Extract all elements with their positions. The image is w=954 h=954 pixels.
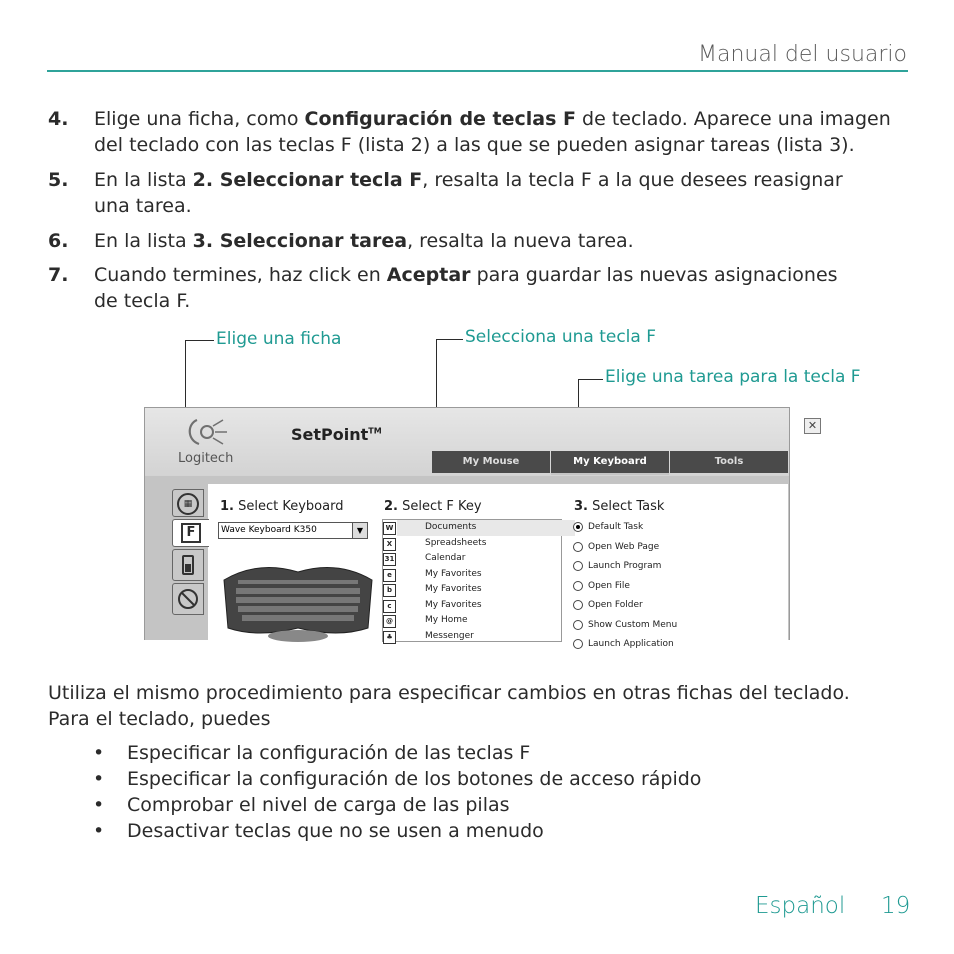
step-text-bold: 2. Seleccionar tecla F [192, 169, 423, 191]
fkey-list[interactable] [382, 519, 562, 642]
task-list [573, 520, 783, 657]
step-text [94, 106, 891, 132]
step-text-part: de teclado. Aparece una imagen [576, 108, 891, 130]
task-option[interactable] [573, 540, 783, 560]
bullet-dot: • [93, 768, 105, 790]
keyboard-select-value: Wave Keyboard K350 [221, 525, 317, 535]
footer-language: Español [755, 893, 846, 919]
fkey-list-item[interactable] [387, 567, 575, 583]
step-text-part: Cuando termines, haz click en [94, 264, 387, 286]
header-rule [47, 70, 908, 72]
setpoint-title-text: SetPoint [291, 425, 369, 444]
fkey-list-item[interactable] [386, 613, 575, 629]
callout-tab-line [185, 340, 214, 341]
step-text [94, 228, 634, 254]
step-text [94, 262, 838, 288]
step-text-bold: 3. Seleccionar tarea [192, 230, 408, 252]
fkey-app-icon: c [383, 600, 396, 613]
section1-heading [220, 499, 343, 514]
step-number: 7. [48, 264, 69, 286]
fkey-list-item[interactable] [387, 598, 575, 614]
radio-button[interactable] [573, 639, 583, 649]
side-tab-disable[interactable] [172, 583, 204, 615]
disable-icon [178, 589, 198, 609]
section3-num: 3. [574, 499, 588, 514]
callout-fkey-line [436, 339, 463, 340]
fkey-app-icon: b [383, 584, 396, 597]
fkey-list-label: My Favorites [425, 568, 482, 579]
page-number: 19 [881, 893, 911, 919]
fkey-list-item[interactable] [384, 551, 575, 567]
task-option[interactable] [573, 637, 783, 657]
task-option[interactable] [573, 579, 783, 599]
page-header: Manual del usuario [698, 42, 907, 67]
close-icon[interactable]: ✕ [804, 418, 821, 434]
fkey-app-icon: @ [383, 615, 396, 628]
section3-heading [574, 499, 664, 514]
radio-button[interactable] [573, 600, 583, 610]
side-tab-battery[interactable] [172, 549, 204, 581]
fkey-app-icon: e [383, 569, 396, 582]
step-text-part: En la lista [94, 169, 193, 191]
side-tab-keyboard[interactable] [172, 489, 204, 517]
radio-button[interactable] [573, 561, 583, 571]
task-label: Show Custom Menu [588, 619, 678, 630]
radio-selected-dot [576, 525, 580, 529]
step-text-part: Elige una ficha, como [94, 108, 305, 130]
tab-my-keyboard[interactable]: My Keyboard [551, 451, 669, 475]
fkey-list-item[interactable] [386, 536, 575, 552]
task-option[interactable] [573, 618, 783, 638]
fkey-list-label: Calendar [425, 553, 466, 563]
keyboard-select[interactable] [218, 522, 368, 539]
section2-heading [384, 499, 482, 514]
fkey-list-label: My Favorites [425, 584, 482, 594]
keyboard-icon: ▦ [177, 493, 199, 515]
fkey-list-label: My Favorites [425, 599, 482, 610]
step-number: 5. [48, 169, 69, 191]
chevron-down-icon[interactable]: ▼ [352, 523, 367, 538]
fkey-list-label: Documents [425, 522, 477, 532]
logitech-brand: Logitech [178, 451, 234, 466]
paragraph-line2: Para el teclado, puedes [48, 708, 271, 730]
callout-tab: Elige una ficha [216, 329, 342, 349]
task-option[interactable] [573, 559, 783, 579]
task-option[interactable] [573, 520, 783, 540]
bullet-dot: • [93, 820, 105, 842]
fkey-app-icon: 31 [383, 553, 396, 566]
bullet-dot: • [93, 742, 105, 764]
step-number: 6. [48, 230, 69, 252]
section2-label: Select F Key [402, 499, 482, 514]
fkey-list-item[interactable] [386, 582, 575, 598]
bullet-text: Desactivar teclas que no se usen a menudo [127, 820, 544, 842]
logitech-logo-icon [183, 416, 231, 450]
section1-label: Select Keyboard [238, 499, 344, 514]
fkey-list-item[interactable] [385, 520, 575, 536]
step-text-line2: de tecla F. [94, 290, 191, 312]
fkey-app-icon: W [383, 522, 396, 535]
fkey-app-icon: X [383, 538, 396, 551]
task-label: Open Web Page [588, 541, 660, 552]
callout-task: Elige una tarea para la tecla F [605, 367, 861, 387]
callout-task-line [578, 379, 603, 380]
step-text-bold: Configuración de teclas F [304, 108, 577, 130]
battery-icon [182, 555, 194, 575]
fkey-list-label: Spreadsheets [425, 537, 487, 548]
step-text-bold: Aceptar [386, 264, 471, 286]
keyboard-image [218, 550, 378, 640]
step-text [94, 167, 843, 193]
side-tab-fkeys[interactable] [172, 519, 209, 547]
fkey-list-label: Messenger [425, 630, 474, 641]
radio-button[interactable] [573, 542, 583, 552]
task-label: Launch Program [588, 561, 662, 571]
step-text-part: para guardar las nuevas asignaciones [470, 264, 838, 286]
step-text-part: , resalta la nueva tarea. [407, 230, 634, 252]
trademark: TM [368, 426, 382, 436]
step-text-part: En la lista [94, 230, 193, 252]
task-option[interactable] [573, 598, 783, 618]
tab-my-mouse[interactable]: My Mouse [432, 451, 550, 473]
step-text-line2: del teclado con las teclas F (lista 2) a las que se pueden asignar tareas (lista 3). [94, 134, 855, 156]
tab-tools[interactable]: Tools [670, 451, 788, 473]
section3-label: Select Task [592, 499, 665, 514]
bullet-text: Especificar la configuración de los botones de acceso rápido [127, 768, 702, 790]
radio-button[interactable] [573, 620, 583, 630]
f-key-icon: F [181, 523, 201, 543]
bullet-dot: • [93, 794, 105, 816]
task-label: Open Folder [588, 600, 643, 610]
fkey-list-item[interactable] [386, 629, 575, 645]
task-label: Open File [588, 580, 630, 591]
section1-num: 1. [220, 499, 234, 514]
fkey-list-label: My Home [425, 615, 468, 625]
section2-num: 2. [384, 499, 398, 514]
step-text-part: , resalta la tecla F a la que desees reasignar [422, 169, 843, 191]
setpoint-title [291, 425, 382, 444]
task-label: Default Task [588, 522, 644, 532]
task-label: Launch Application [588, 639, 674, 649]
radio-button[interactable] [573, 581, 583, 591]
fkey-app-icon: ♣ [383, 631, 396, 644]
setpoint-window [144, 407, 818, 649]
step-number: 4. [48, 108, 69, 130]
step-text-line2: una tarea. [94, 195, 192, 217]
bullet-text: Especificar la configuración de las teclas F [127, 742, 531, 764]
paragraph-line1: Utiliza el mismo procedimiento para especificar cambios en otras fichas del teclado. [48, 682, 850, 704]
callout-fkey: Selecciona una tecla F [465, 327, 657, 347]
radio-button[interactable] [573, 522, 583, 532]
bullet-text: Comprobar el nivel de carga de las pilas [127, 794, 510, 816]
